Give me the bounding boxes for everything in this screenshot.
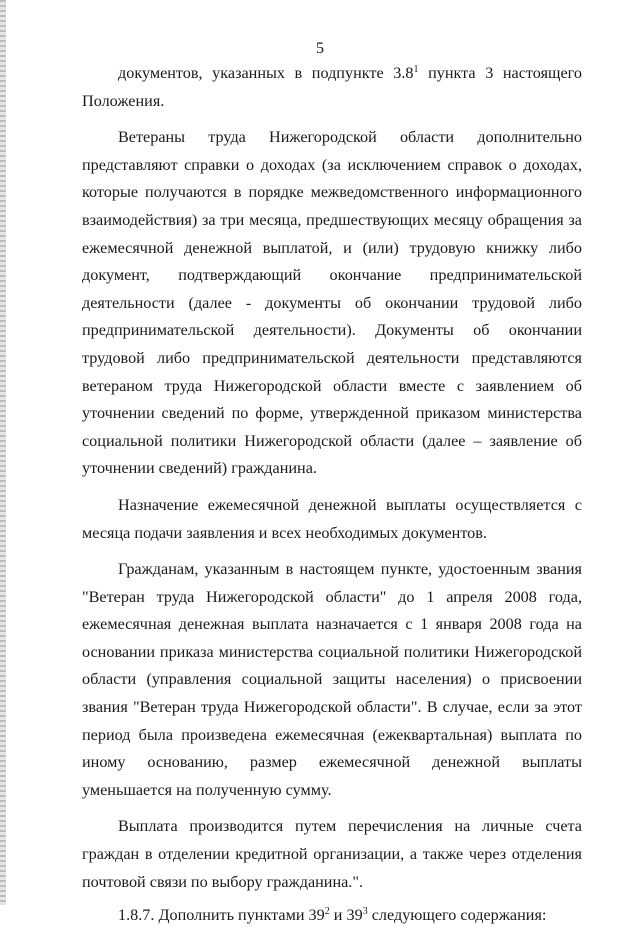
- paragraph-6-text-2: и 39: [329, 906, 363, 925]
- paragraph-1-text-after: пункта 3 настоящего Положения.: [82, 64, 582, 110]
- paragraph-6-superscript-2: 3: [362, 906, 368, 918]
- paragraph-5: Выплата производится путем перечисления на личные счета граждан в отделении кредитной организации, а также через отделения почтовой связи по выбору гражданина.".: [82, 817, 582, 891]
- paragraph-6-text-3: следующего содержания:: [367, 906, 547, 925]
- paragraph-1-superscript: 1: [413, 64, 419, 75]
- paragraph-4: Гражданам, указанным в настоящем пункте, удостоенным звания "Ветеран труда Нижегородской области" до 1 апреля 2008 года, ежемесячная денежная выплата назначается с 1 января 2008 года на основании приказа министерства социальной политики Нижегородской области (управления социальной защиты населения) о присвоении звания "Ветеран труда Нижегородской области". В случае, если за этот период была произведена ежемесячная (ежеквартальная) выплата по иному основанию, размер ежемесячной денежной выплаты уменьшается на полученную сумму.: [82, 560, 582, 799]
- paragraph-2: Ветераны труда Нижегородской области дополнительно представляют справки о доходах (за исключением справок о доходах, которые получаются в порядке межведомственного информационного взаимодействия) за три месяца, предшествующих месяцу обращения за ежемесячной денежной выплатой, и (или) трудовую книжку либо документ, подтверждающий окончание предпринимательской деятельности (далее - документы об окончании трудовой либо предпринимательской деятельности). Документы об окончании трудовой либо предпринимательской деятельности представляются ветераном труда Нижегородской области вместе с заявлением об уточнении сведений по форме, утвержденной приказом министерства социальной политики Нижегородской области (далее – заявление об уточнении сведений) гражданина.: [82, 128, 582, 478]
- scan-edge: [0, 0, 6, 905]
- page-number: 5: [316, 40, 324, 57]
- paragraph-6: [82, 902, 582, 930]
- paragraph-6-text-1: 1.8.7. Дополнить пунктами 39: [118, 906, 325, 925]
- paragraph-1-text-before: документов, указанных в подпункте 3.8: [118, 64, 414, 82]
- paragraph-3: Назначение ежемесячной денежной выплаты осуществляется с месяца подачи заявления и всех необходимых документов.: [82, 495, 582, 542]
- document-body: [82, 60, 582, 930]
- paragraph-6-superscript-1: 2: [324, 906, 330, 918]
- paragraph-1: [82, 60, 582, 115]
